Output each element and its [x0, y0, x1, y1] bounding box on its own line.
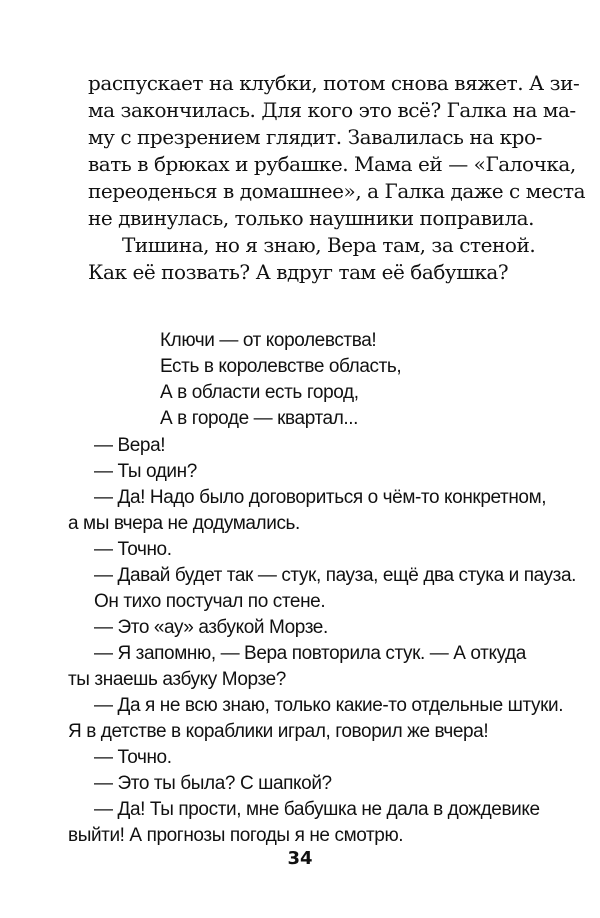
- dialogue-line: — Я запомню, — Вера повторила стук. — А откуда: [94, 643, 526, 664]
- poem-line: А в городе — квартал...: [160, 408, 359, 429]
- dialogue-line: — Да! Ты прости, мне бабушка не дала в дождевике: [94, 799, 540, 820]
- dialogue-line: — Точно.: [94, 539, 172, 560]
- poem-line: Ключи — от королевства!: [160, 330, 377, 351]
- dialogue-line: — Вера!: [94, 435, 166, 456]
- prose-line: Как её позвать? А вдруг там её бабушка?: [88, 260, 509, 284]
- prose-line: му с презрением глядит. Завалилась на кро-: [88, 125, 542, 149]
- poem-line: Есть в королевстве область,: [160, 356, 402, 377]
- dialogue-line: Он тихо постучал по стене.: [94, 591, 326, 612]
- dialogue-line: — Это ты была? С шапкой?: [94, 773, 332, 794]
- page-number: 34: [287, 848, 313, 869]
- dialogue-line: — Ты один?: [94, 461, 197, 482]
- dialogue-line: выйти! А прогнозы погоды я не смотрю.: [68, 825, 404, 846]
- dialogue-line: Я в детстве в кораблики играл, говорил же вчера!: [68, 721, 489, 742]
- prose-line: не двинулась, только наушники поправила.: [88, 206, 535, 230]
- dialogue-line: а мы вчера не додумались.: [68, 513, 300, 534]
- prose-line: переоденься в домашнее», а Галка даже с места: [88, 179, 586, 203]
- dialogue-line: — Это «ау» азбукой Морзе.: [94, 617, 328, 638]
- dialogue-line: — Точно.: [94, 747, 172, 768]
- prose-line: ма закончилась. Для кого это всё? Галка на ма-: [88, 98, 576, 122]
- dialogue-line: ты знаешь азбуку Морзе?: [68, 669, 286, 690]
- prose-line: Тишина, но я знаю, Вера там, за стеной.: [122, 233, 536, 257]
- poem-line: А в области есть город,: [160, 382, 359, 403]
- dialogue-line: — Давай будет так — стук, пауза, ещё два стука и пауза.: [94, 565, 577, 586]
- prose-line: вать в брюках и рубашке. Мама ей — «Галочка,: [88, 152, 576, 176]
- dialogue-line: — Да я не всю знаю, только какие-то отдельные штуки.: [94, 695, 564, 716]
- dialogue-line: — Да! Надо было договориться о чём-то конкретном,: [94, 487, 547, 508]
- prose-line: распускает на клубки, потом снова вяжет. А зи-: [88, 71, 580, 95]
